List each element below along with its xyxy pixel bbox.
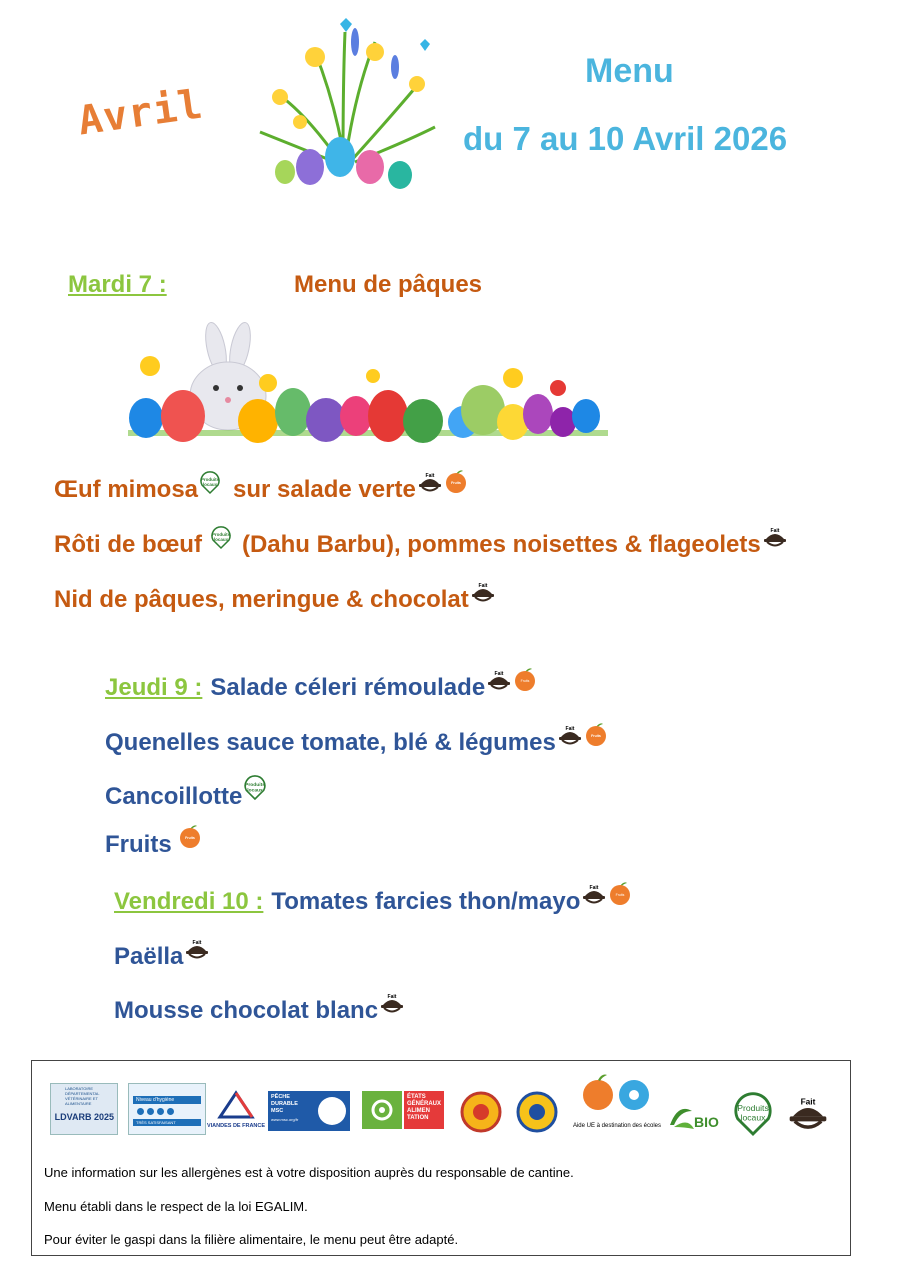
svg-text:locaux: locaux [740,1112,766,1123]
dish-line-main-friday [114,940,210,971]
svg-text:locaux: locaux [247,788,264,794]
dish-line-dessert-friday [114,994,405,1025]
svg-text:Fait: Fait [387,994,397,1000]
dish-fruits: Fruits [105,831,172,858]
fait-maison-icon [557,723,583,747]
dish-line-dessert-thursday [105,831,202,859]
fait-maison-icon [762,525,788,549]
fruits-ecole-icon [444,468,468,494]
fait-maison-icon [786,1093,830,1133]
anti-waste-info-text: Pour éviter le gaspi dans la filière alimentaire, le menu peut être adapté. [44,1232,459,1247]
fruits-ecole-icon [513,666,537,692]
dish-cancoillotte: Cancoillotte [105,783,243,810]
svg-text:Produits: Produits [200,477,220,482]
svg-text:Fruits: Fruits [590,734,601,738]
aop-label-logo [460,1091,502,1133]
menu-title: Menu [585,52,674,90]
egalim-info-text: Menu établi dans le respect de la loi EGALIM. [44,1199,308,1214]
dish-line-starter-tuesday [54,473,468,504]
svg-text:Fait: Fait [800,1096,816,1107]
svg-text:Produits: Produits [737,1103,769,1114]
msc-peche-durable-logo: PÊCHE DURABLE MSC www.msc.org/fr [268,1091,350,1131]
fruits-ecole-icon [178,823,202,849]
easter-menu-theme: Menu de pâques [294,271,483,298]
aide-ue-ecoles-logo: Aide UE à destination des écoles [572,1071,662,1141]
lab-certificate-logo: LABORATOIRE DÉPARTEMENTAL VÉTÉRINAIRE ET ALIMENTAIRE LDVARB 2025 [50,1083,118,1135]
fruits-ecole-icon [608,880,632,906]
day-label-thursday: Jeudi 9 : [105,674,203,701]
svg-text:Fait: Fait [494,671,504,677]
svg-text:Produits: Produits [211,532,231,537]
svg-text:locaux: locaux [202,482,218,487]
svg-text:Fruits: Fruits [450,481,461,485]
dish-line-main-thursday [105,726,608,757]
fait-maison-icon [417,470,443,494]
dish-line-starter-thursday [105,671,537,702]
svg-text:Fait: Fait [565,726,575,732]
month-label: Avril [75,81,207,145]
viandes-de-france-logo [206,1089,266,1135]
svg-text:locaux: locaux [213,537,229,542]
fait-maison-icon [486,668,512,692]
dish-roti-boeuf: Rôti de bœuf [54,531,202,558]
svg-text:Produits: Produits [245,782,266,788]
bio-logo [664,1097,718,1133]
menu-dates: du 7 au 10 Avril 2026 [463,120,788,157]
svg-text:Fruits: Fruits [520,679,530,683]
fruits-ecole-icon [584,721,608,747]
dish-salade-verte: sur salade verte [233,476,416,503]
dish-line-main-tuesday [54,528,788,559]
dish-line-dessert-tuesday [54,583,496,614]
svg-text:Fait: Fait [478,583,488,589]
dish-paella: Paëlla [114,943,184,970]
day-label-friday: Vendredi 10 : [114,888,264,915]
svg-text:BIO: BIO [694,1114,719,1130]
igp-label-logo [516,1091,558,1133]
fish-icon [318,1097,346,1125]
svg-text:Fait: Fait [589,885,599,891]
fait-maison-icon [184,937,210,961]
hygiene-level-logo: Niveau d'hygiène TRÈS SATISFAISANT [128,1083,206,1135]
svg-text:Fruits: Fruits [184,836,195,840]
fait-maison-icon [470,580,496,604]
easter-eggs-bunny-illustration [128,318,608,448]
dish-line-cheese-thursday [105,783,267,811]
svg-text:Fruits: Fruits [616,893,625,897]
produits-locaux-icon [210,525,232,549]
footer-info-box [31,1060,851,1256]
dish-dahu-barbu-garnish: (Dahu Barbu), pommes noisettes & flageolets [241,531,761,558]
svg-text:Fait: Fait [770,528,780,534]
fait-maison-icon [379,991,405,1015]
dish-oeuf-mimosa: Œuf mimosa [54,476,199,503]
svg-text:Fait: Fait [425,473,435,479]
allergen-info-text: Une information sur les allergènes est à votre disposition auprès du responsable de cantine. [44,1165,574,1180]
produits-locaux-icon [199,470,221,494]
dish-tomates-farcies: Tomates farcies thon/mayo [271,888,581,915]
produits-locaux-icon [243,773,267,801]
dish-nid-paques: Nid de pâques, meringue & chocolat [54,586,469,613]
egalim-symbol-logo [362,1091,402,1129]
etats-generaux-alimentation-logo: ÉTATS GÉNÉRAUX ALIMEN TATION [404,1091,444,1129]
dish-quenelles: Quenelles sauce tomate, blé & légumes [105,729,556,756]
dish-line-starter-friday [114,885,632,916]
svg-text:VIANDES DE FRANCE: VIANDES DE FRANCE [206,1123,266,1129]
day-label-tuesday: Mardi 7 : [68,271,167,298]
dish-salade-celeri: Salade céleri rémoulade [210,674,486,701]
svg-text:Fait: Fait [192,940,202,946]
fait-maison-icon [581,882,607,906]
dish-mousse-chocolat: Mousse chocolat blanc [114,997,379,1024]
easter-basket-illustration [245,12,445,197]
produits-locaux-icon [732,1089,774,1137]
